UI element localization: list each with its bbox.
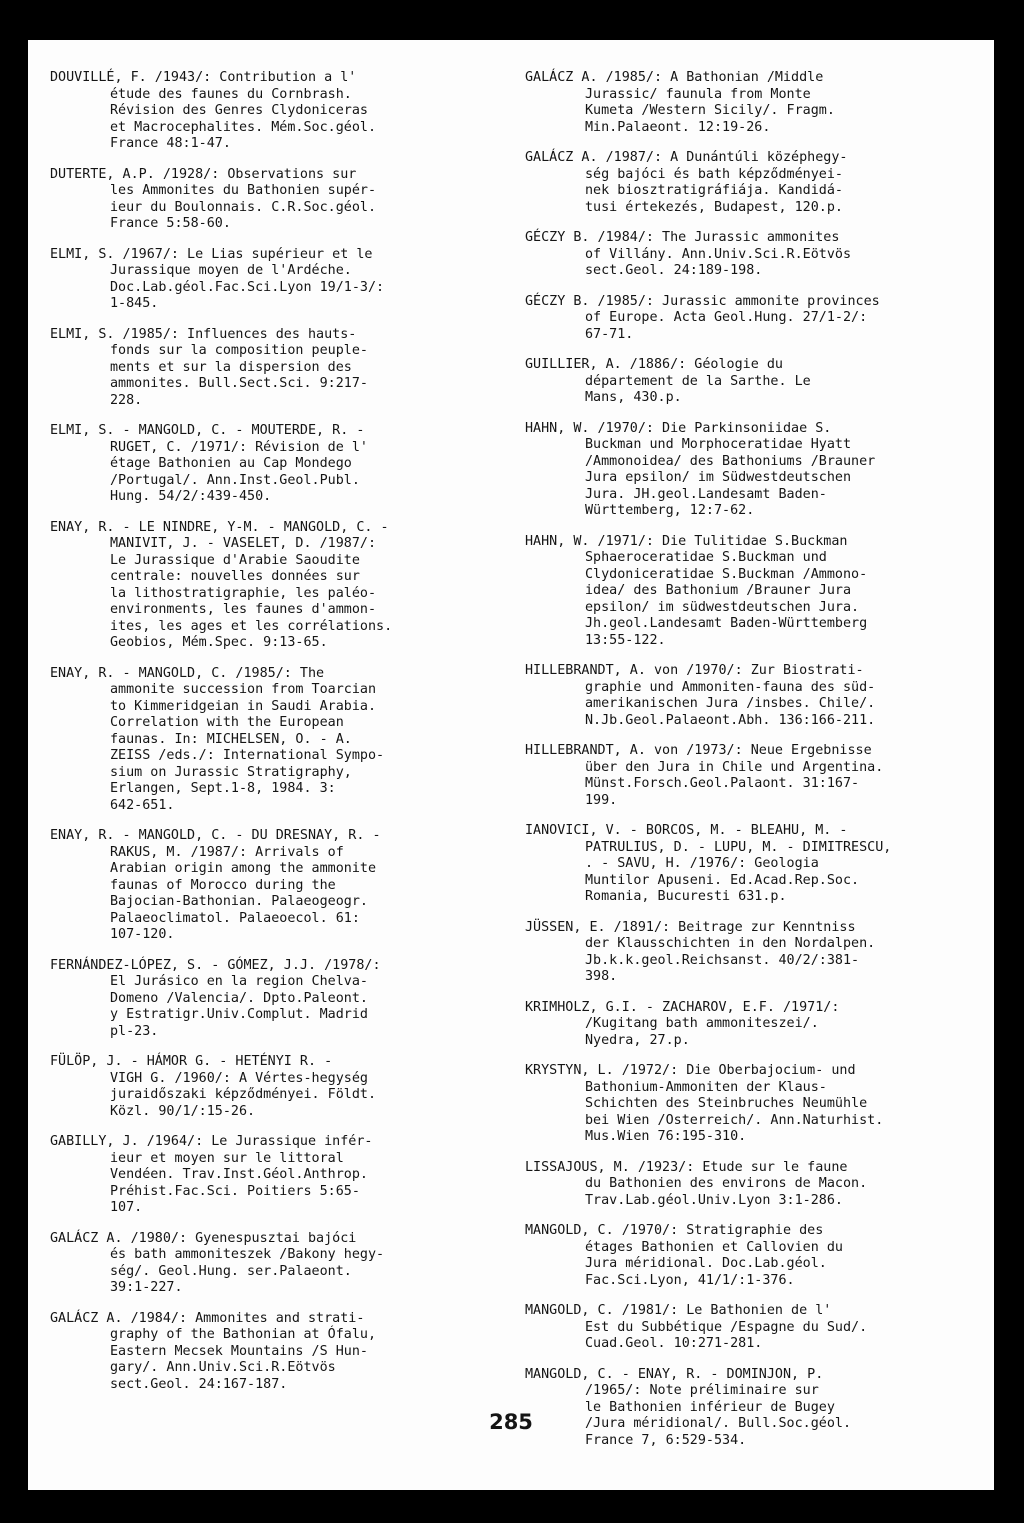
reference-line: sect.Geol. 24:167-187. — [110, 1376, 288, 1392]
right-column — [525, 70, 975, 1463]
reference-line: /Jura méridional/. Bull.Soc.géol. — [585, 1416, 852, 1431]
reference-line: fonds sur la composition peuple- — [110, 343, 368, 358]
reference-line: VIGH G. /1960/: A Vértes-hegység — [110, 1070, 368, 1086]
reference-line: 228. — [110, 392, 143, 408]
reference-line: y Estratigr.Univ.Complut. Madrid — [110, 1007, 368, 1022]
reference-line: ieur et moyen sur le littoral — [110, 1150, 344, 1166]
reference-line: département de la Sarthe. Le — [585, 373, 811, 389]
reference-first-line: IANOVICI, V. - BORCOS, M. - BLEAHU, M. - — [525, 823, 848, 838]
reference-line: ites, les ages et les corrélations. — [110, 618, 393, 634]
reference-entry — [50, 958, 500, 1041]
reference-line: ments et sur la dispersion des — [110, 359, 352, 375]
reference-line: Közl. 90/1/:15-26. — [110, 1103, 256, 1119]
reference-line: /Portugal/. Ann.Inst.Geol.Publ. — [110, 472, 360, 488]
reference-line: amerikanischen Jura /insbes. Chile/. — [585, 696, 876, 711]
reference-line: Jurassique moyen de l'Ardéche. — [110, 263, 352, 278]
reference-line: Doc.Lab.géol.Fac.Sci.Lyon 19/1-3/: — [110, 279, 385, 295]
reference-line: ammonite succession from Toarcian — [110, 682, 377, 697]
reference-entry — [525, 1000, 975, 1050]
reference-line: France 7, 6:529-534. — [585, 1432, 747, 1448]
reference-entry — [50, 247, 500, 313]
reference-line: Jura epsilon/ im Südwestdeutschen — [585, 470, 852, 485]
reference-line: Erlangen, Sept.1-8, 1984. 3: — [110, 781, 336, 796]
reference-line: /Kugitang bath ammoniteszei/. — [585, 1016, 819, 1031]
reference-line: tusi értekezés, Budapest, 120.p. — [585, 199, 843, 215]
reference-line: bei Wien /Osterreich/. Ann.Naturhist. — [585, 1112, 884, 1128]
reference-line: Nyedra, 27.p. — [585, 1032, 690, 1048]
reference-entry — [525, 230, 975, 280]
reference-entry — [525, 421, 975, 520]
reference-line: Muntilor Apuseni. Ed.Acad.Rep.Soc. — [585, 872, 860, 888]
reference-line: 13:55-122. — [585, 632, 666, 648]
reference-line: le Bathonien inférieur de Bugey — [585, 1399, 835, 1415]
page-number: 285 — [489, 1410, 533, 1434]
reference-line: Bathonium-Ammoniten der Klaus- — [585, 1079, 827, 1095]
reference-entry — [50, 1231, 500, 1297]
reference-entry — [525, 150, 975, 216]
reference-entry — [50, 828, 500, 944]
reference-line: Jura méridional. Doc.Lab.géol. — [585, 1256, 827, 1271]
reference-line: Cuad.Geol. 10:271-281. — [585, 1336, 763, 1351]
reference-first-line: HAHN, W. /1971/: Die Tulitidae S.Buckman — [525, 533, 848, 549]
reference-line: les Ammonites du Bathonien supér- — [110, 183, 377, 198]
reference-line: pl-23. — [110, 1023, 159, 1039]
reference-first-line: ENAY, R. - LE NINDRE, Y-M. - MANGOLD, C. - — [50, 519, 389, 535]
reference-line: sium on Jurassic Stratigraphy, — [110, 764, 352, 780]
reference-entry — [50, 666, 500, 815]
reference-line: Geobios, Mém.Spec. 9:13-65. — [110, 635, 328, 650]
reference-entry — [525, 1367, 975, 1450]
reference-line: graphy of the Bathonian at Ófalu, — [110, 1327, 377, 1342]
reference-first-line: DOUVILLÉ, F. /1943/: Contribution a l' — [50, 70, 357, 85]
reference-line: Domeno /Valencia/. Dpto.Paleont. — [110, 990, 368, 1006]
reference-first-line: GALÁCZ A. /1980/: Gyenespusztai bajóci — [50, 1230, 357, 1246]
reference-line: Jh.geol.Landesamt Baden-Württemberg — [585, 616, 868, 631]
reference-first-line: GALÁCZ A. /1985/: A Bathonian /Middle — [525, 70, 824, 85]
reference-line: 67-71. — [585, 326, 634, 342]
reference-entry — [525, 1303, 975, 1353]
reference-line: N.Jb.Geol.Palaeont.Abh. 136:166-211. — [585, 712, 876, 728]
reference-line: ammonites. Bull.Sect.Sci. 9:217- — [110, 376, 368, 391]
reference-line: 107-120. — [110, 927, 175, 942]
reference-line: idea/ des Bathonium /Brauner Jura — [585, 583, 852, 598]
reference-line: 1-845. — [110, 296, 159, 311]
reference-entry — [525, 823, 975, 906]
reference-line: étages Bathonien et Callovien du — [585, 1239, 843, 1255]
reference-line: Révision des Genres Clydoniceras — [110, 103, 368, 118]
reference-first-line: DUTERTE, A.P. /1928/: Observations sur — [50, 166, 357, 182]
reference-line: Mus.Wien 76:195-310. — [585, 1129, 747, 1144]
reference-first-line: HAHN, W. /1970/: Die Parkinsoniidae S. — [525, 420, 832, 436]
reference-first-line: JÜSSEN, E. /1891/: Beitrage zur Kenntniss — [525, 919, 856, 935]
reference-entry — [525, 294, 975, 344]
reference-line: ség bajóci és bath képződményei- — [585, 166, 843, 182]
reference-line: étude des faunes du Cornbrash. — [110, 86, 352, 102]
reference-first-line: LISSAJOUS, M. /1923/: Etude sur le faune — [525, 1159, 848, 1175]
reference-line: nek biosztratigráfiája. Kandidá- — [585, 183, 843, 198]
reference-line: Eastern Mecsek Mountains /S Hun- — [110, 1343, 368, 1359]
reference-entry — [50, 1311, 500, 1394]
reference-first-line: GABILLY, J. /1964/: Le Jurassique infér- — [50, 1134, 373, 1149]
reference-entry — [50, 520, 500, 652]
reference-line: gary/. Ann.Univ.Sci.R.Eötvös — [110, 1360, 336, 1375]
reference-entry — [525, 743, 975, 809]
reference-line: Romania, Bucuresti 631.p. — [585, 889, 787, 904]
reference-first-line: ELMI, S. /1967/: Le Lias supérieur et le — [50, 246, 373, 262]
reference-first-line: ELMI, S. - MANGOLD, C. - MOUTERDE, R. - — [50, 423, 365, 438]
reference-line: Münst.Forsch.Geol.Palaont. 31:167- — [585, 776, 860, 791]
reference-line: 199. — [585, 792, 618, 808]
reference-line: Fac.Sci.Lyon, 41/1/:1-376. — [585, 1272, 795, 1288]
reference-line: 642-651. — [110, 797, 175, 813]
reference-entry — [525, 663, 975, 729]
reference-line: /1965/: Note préliminaire sur — [585, 1383, 819, 1398]
reference-line: Bajocian-Bathonian. Palaeogeogr. — [110, 894, 368, 909]
reference-entry — [525, 1160, 975, 1210]
reference-line: of Europe. Acta Geol.Hung. 27/1-2/: — [585, 310, 868, 325]
reference-line: 107. — [110, 1200, 143, 1215]
reference-line: Hung. 54/2/:439-450. — [110, 489, 272, 504]
reference-first-line: GUILLIER, A. /1886/: Géologie du — [525, 357, 783, 372]
reference-entry — [525, 1063, 975, 1146]
reference-line: Jb.k.k.geol.Reichsanst. 40/2/:381- — [585, 952, 860, 968]
reference-line: . - SAVU, H. /1976/: Geologia — [585, 856, 819, 871]
reference-line: Jurassic/ faunula from Monte — [585, 86, 811, 102]
reference-line: Arabian origin among the ammonite — [110, 861, 377, 876]
reference-line: faunas of Morocco during the — [110, 877, 336, 893]
reference-line: Préhist.Fac.Sci. Poitiers 5:65- — [110, 1183, 360, 1199]
reference-first-line: GÉCZY B. /1984/: The Jurassic ammonites — [525, 230, 840, 245]
reference-entry — [50, 1054, 500, 1120]
reference-line: über den Jura in Chile und Argentina. — [585, 759, 884, 775]
reference-line: /Ammonoidea/ des Bathoniums /Brauner — [585, 453, 876, 469]
reference-line: El Jurásico en la region Chelva- — [110, 974, 368, 989]
reference-line: Est du Subbétique /Espagne du Sud/. — [585, 1319, 868, 1335]
reference-first-line: GALÁCZ A. /1984/: Ammonites and strati- — [50, 1310, 365, 1326]
reference-first-line: ENAY, R. - MANGOLD, C. - DU DRESNAY, R. - — [50, 828, 381, 843]
reference-line: Sphaeroceratidae S.Buckman und — [585, 550, 827, 565]
reference-line: graphie und Ammoniten-fauna des süd- — [585, 679, 876, 695]
reference-first-line: MANGOLD, C. /1970/: Stratigraphie des — [525, 1223, 824, 1238]
reference-line: France 5:58-60. — [110, 216, 231, 231]
reference-line: of Villány. Ann.Univ.Sci.R.Eötvös — [585, 246, 852, 262]
reference-entry — [525, 357, 975, 407]
document-page — [28, 40, 994, 1490]
reference-line: juraidőszaki képződményei. Földt. — [110, 1087, 377, 1102]
reference-line: és bath ammoniteszek /Bakony hegy- — [110, 1247, 385, 1262]
reference-first-line: HILLEBRANDT, A. von /1970/: Zur Biostrati- — [525, 663, 864, 678]
reference-line: la lithostratigraphie, les paléo- — [110, 585, 377, 601]
reference-line: PATRULIUS, D. - LUPU, M. - DIMITRESCU, — [585, 839, 892, 855]
reference-line: der Klausschichten in den Nordalpen. — [585, 936, 876, 951]
reference-first-line: ENAY, R. - MANGOLD, C. /1985/: The — [50, 665, 325, 681]
reference-entry — [50, 423, 500, 506]
reference-line: ség/. Geol.Hung. ser.Palaeont. — [110, 1263, 352, 1279]
reference-entry — [50, 167, 500, 233]
reference-first-line: GALÁCZ A. /1987/: A Dunántúli középhegy- — [525, 150, 848, 165]
reference-first-line: HILLEBRANDT, A. von /1973/: Neue Ergebnisse — [525, 743, 872, 758]
reference-line: et Macrocephalites. Mém.Soc.géol. — [110, 119, 377, 135]
reference-line: Mans, 430.p. — [585, 390, 682, 405]
reference-line: étage Bathonien au Cap Mondego — [110, 456, 352, 471]
reference-first-line: KRYSTYN, L. /1972/: Die Oberbajocium- und — [525, 1063, 856, 1078]
reference-line: centrale: nouvelles données sur — [110, 569, 360, 584]
reference-line: Min.Palaeont. 12:19-26. — [585, 119, 771, 135]
reference-line: faunas. In: MICHELSEN, O. - A. — [110, 731, 352, 747]
left-column — [50, 70, 500, 1407]
reference-line: Buckman und Morphoceratidae Hyatt — [585, 437, 852, 452]
reference-line: Kumeta /Western Sicily/. Fragm. — [585, 103, 835, 118]
reference-line: Clydoniceratidae S.Buckman /Ammono- — [585, 566, 868, 582]
reference-line: 398. — [585, 969, 618, 984]
reference-line: 39:1-227. — [110, 1280, 183, 1295]
reference-entry — [50, 70, 500, 153]
reference-line: Württemberg, 12:7-62. — [585, 503, 755, 518]
reference-line: epsilon/ im südwestdeutschen Jura. — [585, 599, 860, 615]
reference-first-line: KRIMHOLZ, G.I. - ZACHAROV, E.F. /1971/: — [525, 999, 840, 1015]
reference-line: Jura. JH.geol.Landesamt Baden- — [585, 486, 827, 502]
reference-entry — [50, 327, 500, 410]
reference-line: MANIVIT, J. - VASELET, D. /1987/: — [110, 536, 377, 551]
reference-first-line: FERNÁNDEZ-LÓPEZ, S. - GÓMEZ, J.J. /1978/: — [50, 957, 381, 973]
reference-entry — [50, 1134, 500, 1217]
reference-line: RUGET, C. /1971/: Révision de l' — [110, 439, 368, 455]
reference-line: ZEISS /eds./: International Sympo- — [110, 748, 385, 763]
reference-line: sect.Geol. 24:189-198. — [585, 263, 763, 278]
reference-line: Correlation with the European — [110, 715, 344, 730]
reference-line: Schichten des Steinbruches Neumühle — [585, 1096, 868, 1111]
reference-line: France 48:1-47. — [110, 136, 231, 151]
reference-line: ieur du Boulonnais. C.R.Soc.géol. — [110, 199, 377, 215]
reference-entry — [525, 534, 975, 650]
reference-line: Le Jurassique d'Arabie Saoudite — [110, 552, 360, 568]
reference-line: Trav.Lab.géol.Univ.Lyon 3:1-286. — [585, 1192, 843, 1208]
reference-line: environments, les faunes d'ammon- — [110, 602, 377, 617]
reference-entry — [525, 920, 975, 986]
reference-first-line: MANGOLD, C. /1981/: Le Bathonien de l' — [525, 1303, 832, 1318]
reference-first-line: MANGOLD, C. - ENAY, R. - DOMINJON, P. — [525, 1366, 824, 1382]
reference-line: RAKUS, M. /1987/: Arrivals of — [110, 844, 344, 860]
reference-line: to Kimmeridgeian in Saudi Arabia. — [110, 698, 377, 714]
reference-first-line: GÉCZY B. /1985/: Jurassic ammonite provinces — [525, 293, 880, 309]
reference-line: du Bathonien des environs de Macon. — [585, 1176, 868, 1191]
reference-first-line: ELMI, S. /1985/: Influences des hauts- — [50, 326, 357, 342]
reference-entry — [525, 70, 975, 136]
reference-line: Palaeoclimatol. Palaeoecol. 61: — [110, 910, 360, 926]
reference-first-line: FÜLÖP, J. - HÁMOR G. - HETÉNYI R. - — [50, 1054, 333, 1069]
reference-entry — [525, 1223, 975, 1289]
reference-line: Vendéen. Trav.Inst.Géol.Anthrop. — [110, 1167, 368, 1182]
